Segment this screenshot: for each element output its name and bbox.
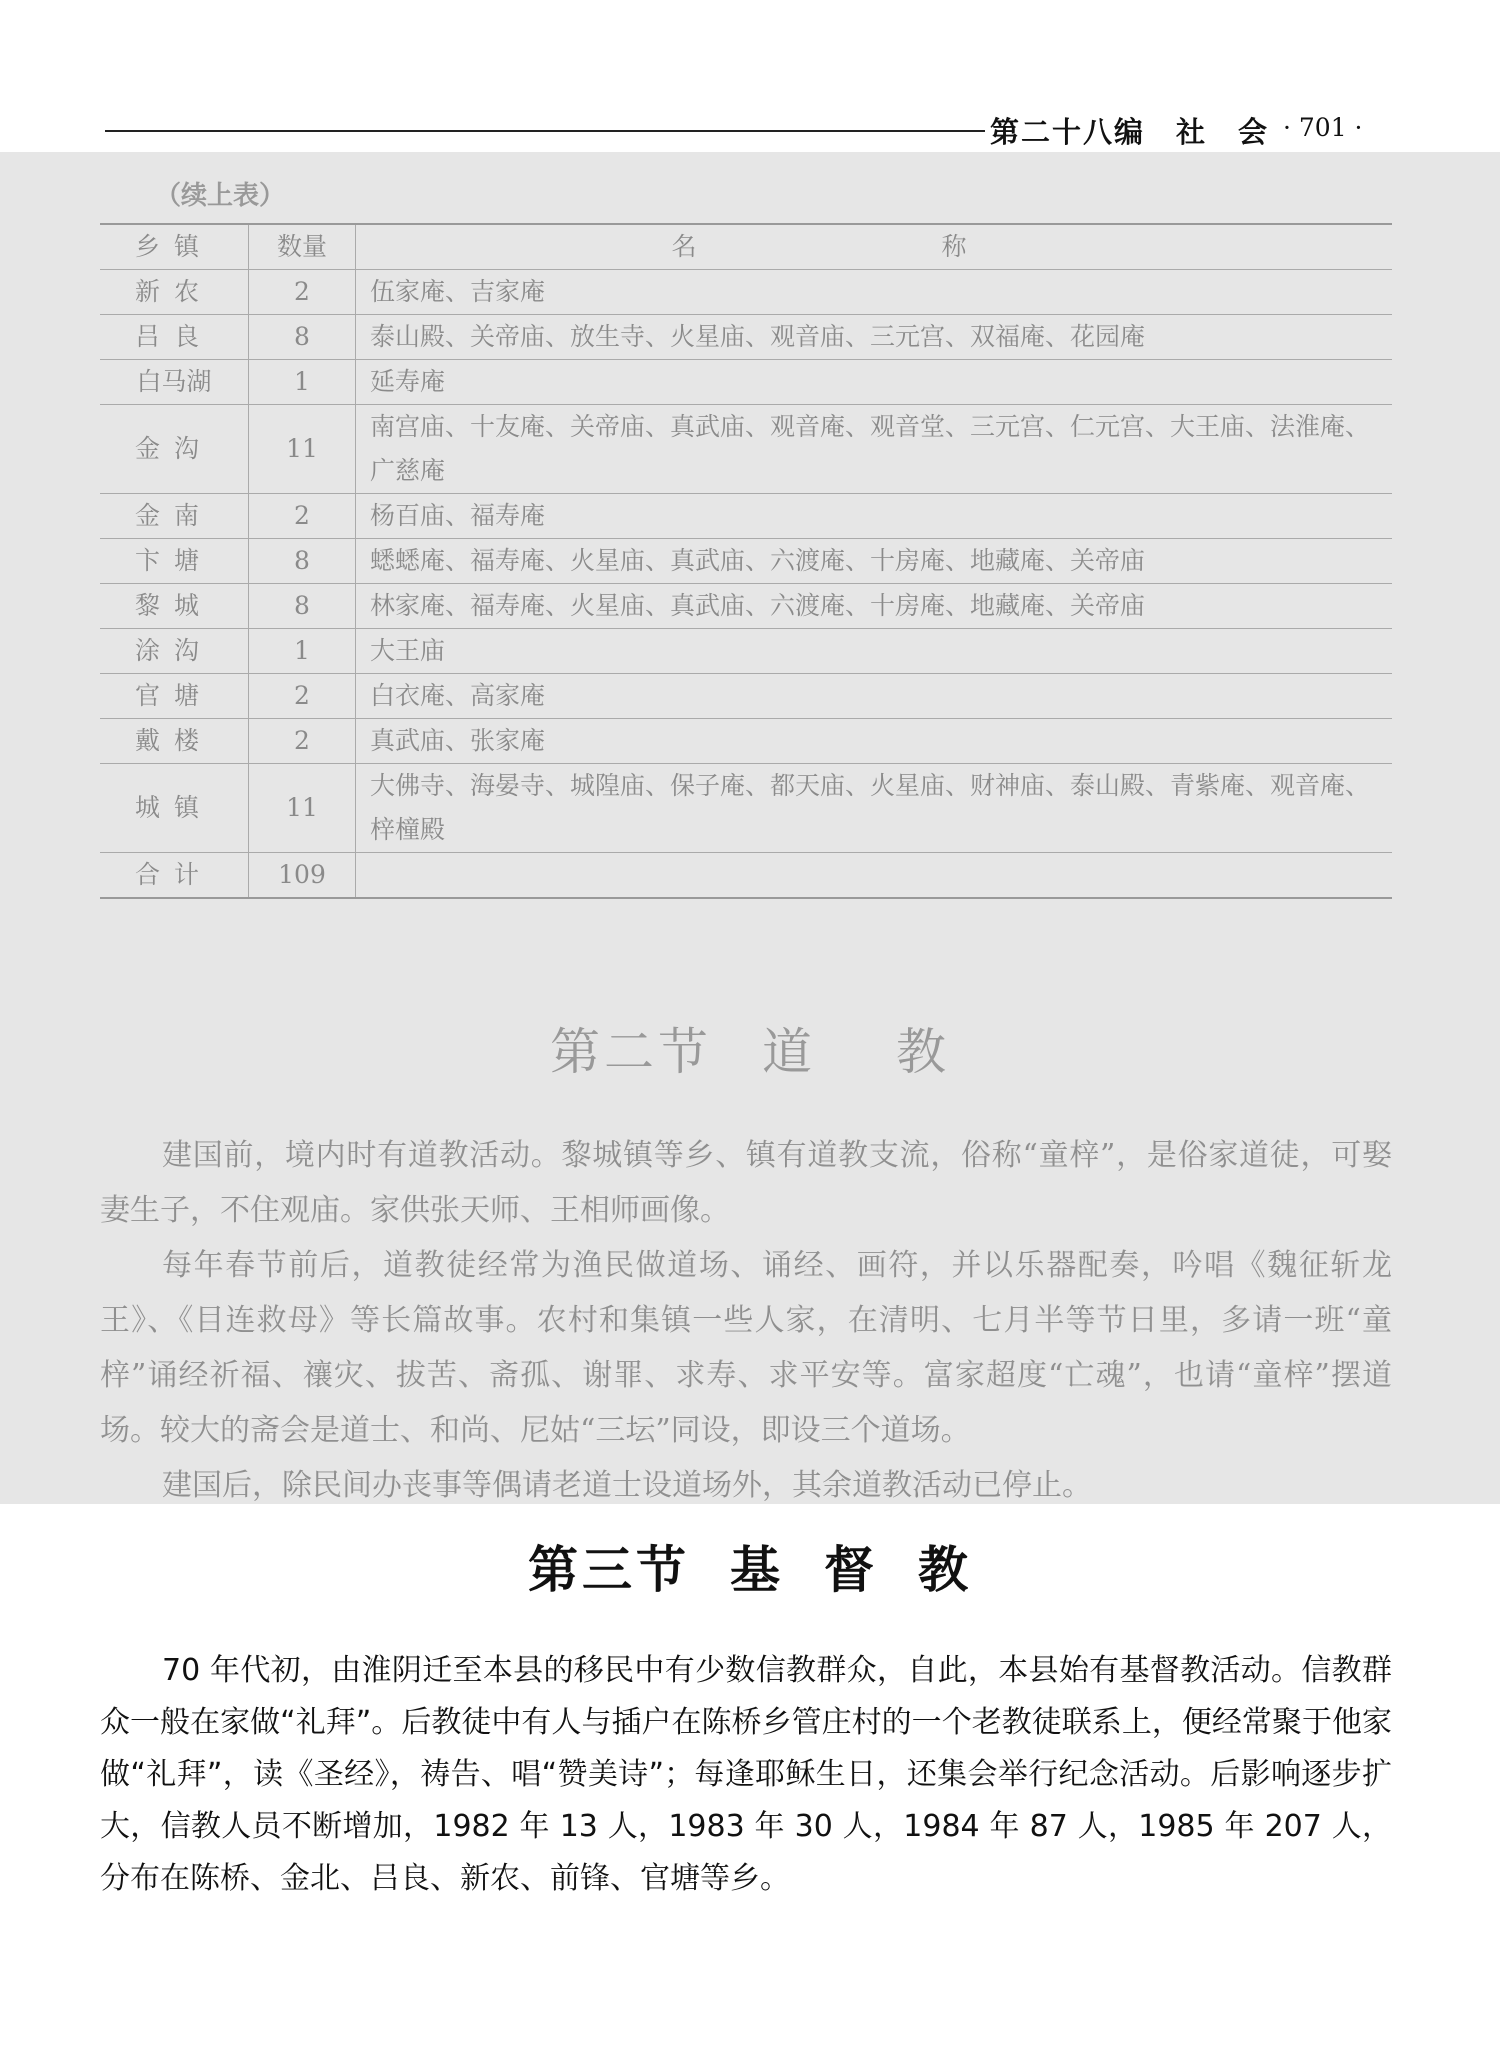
names-cell: 真武庙、张家庵 <box>356 719 1393 764</box>
names-cell: 林家庵、福寿庵、火星庙、真武庙、六渡庵、十房庵、地藏庵、关帝庙 <box>356 584 1393 629</box>
town-cell: 城镇 <box>100 764 249 853</box>
table-row <box>100 539 1392 584</box>
paragraph: 建国后，除民间办丧事等偶请老道士设道场外，其余道教活动已停止。 <box>162 1468 1092 1503</box>
header-rule <box>105 130 985 132</box>
names-cell: 南宫庙、十友庵、关帝庙、真武庙、观音庵、观音堂、三元宫、仁元宫、大王庙、法淮庵、广慈庵 <box>356 405 1393 494</box>
paragraph: 建国前，境内时有道教活动。黎城镇等乡、镇有道教支流，俗称“童梓”，是俗家道徒，可娶妻生子，不住观庙。家供张天师、王相师画像。 <box>100 1138 1392 1228</box>
section2-title-char1: 道 <box>762 1023 816 1081</box>
section3-title-char3: 教 <box>918 1540 972 1599</box>
section3-title-char1: 基 <box>730 1540 784 1599</box>
town-cell: 黎城 <box>100 584 249 629</box>
count-cell: 2 <box>249 494 356 539</box>
header-count: 数量 <box>249 224 356 270</box>
names-cell: 大王庙 <box>356 629 1393 674</box>
count-cell: 2 <box>249 270 356 315</box>
town-cell: 涂沟 <box>100 629 249 674</box>
section2-body <box>100 1128 1392 1513</box>
town-cell: 官塘 <box>100 674 249 719</box>
count-cell: 1 <box>249 629 356 674</box>
names-cell: 泰山殿、关帝庙、放生寺、火星庙、观音庙、三元宫、双福庵、花园庵 <box>356 315 1393 360</box>
section2-title-number: 第二节 <box>550 1023 712 1081</box>
header-town: 乡镇 <box>100 224 249 270</box>
table-row <box>100 719 1392 764</box>
temple-table <box>100 223 1392 899</box>
count-cell: 8 <box>249 584 356 629</box>
town-cell: 白马湖 <box>100 360 249 405</box>
page-number: · 701 · <box>1283 113 1363 142</box>
town-cell: 合计 <box>100 853 249 899</box>
names-cell: 大佛寺、海晏寺、城隍庙、保子庵、都天庙、火星庙、财神庙、泰山殿、青紫庵、观音庵、梓橦殿 <box>356 764 1393 853</box>
section2-title-char2: 教 <box>896 1023 950 1081</box>
table-row <box>100 629 1392 674</box>
town-cell: 金南 <box>100 494 249 539</box>
table-continuation-label: （续上表） <box>155 181 286 211</box>
header-names: 名 称 <box>356 224 1393 270</box>
count-cell: 8 <box>249 315 356 360</box>
table-row <box>100 270 1392 315</box>
section3-title <box>0 1530 1500 1602</box>
count-cell: 109 <box>249 853 356 899</box>
count-cell: 11 <box>249 764 356 853</box>
table-row <box>100 764 1392 853</box>
town-cell: 金沟 <box>100 405 249 494</box>
names-cell: 白衣庵、高家庵 <box>356 674 1393 719</box>
count-cell: 8 <box>249 539 356 584</box>
count-cell: 1 <box>249 360 356 405</box>
town-cell: 新农 <box>100 270 249 315</box>
count-cell: 2 <box>249 674 356 719</box>
section2-title <box>0 1012 1500 1084</box>
table-row <box>100 494 1392 539</box>
table-row <box>100 674 1392 719</box>
table-row <box>100 405 1392 494</box>
names-cell: 延寿庵 <box>356 360 1393 405</box>
town-cell: 戴楼 <box>100 719 249 764</box>
section3-title-number: 第三节 <box>528 1540 690 1599</box>
header-title: 第二十八编 社 会 <box>990 115 1270 149</box>
section3-title-char2: 督 <box>824 1540 878 1599</box>
table-row <box>100 584 1392 629</box>
section3-body <box>100 1645 1392 1905</box>
town-cell: 卞塘 <box>100 539 249 584</box>
paragraph: 每年春节前后，道教徒经常为渔民做道场、诵经、画符，并以乐器配奏，吟唱《魏征斩龙王》、《目连救母》等长篇故事。农村和集镇一些人家，在清明、七月半等节日里，多请一班“童梓”诵经祈福、禳灾、拔苦、斋孤、谢罪、求寿、求平安等。富家超度“亡魂”，也请“童梓”摆道场。较大的斋会是道士、和尚、尼姑“三坛”同设，即设三个道场。 <box>100 1248 1392 1448</box>
table-total-row <box>100 853 1392 899</box>
count-cell: 11 <box>249 405 356 494</box>
town-cell: 吕良 <box>100 315 249 360</box>
names-cell: 蟋蟋庵、福寿庵、火星庙、真武庙、六渡庵、十房庵、地藏庵、关帝庙 <box>356 539 1393 584</box>
table-header-row <box>100 224 1392 270</box>
names-cell <box>356 853 1393 899</box>
count-cell: 2 <box>249 719 356 764</box>
names-cell: 杨百庙、福寿庵 <box>356 494 1393 539</box>
table-row <box>100 360 1392 405</box>
table-row <box>100 315 1392 360</box>
paragraph: 70 年代初，由淮阴迁至本县的移民中有少数信教群众，自此，本县始有基督教活动。信教群众一般在家做“礼拜”。后教徒中有人与插户在陈桥乡管庄村的一个老教徒联系上，便经常聚于他家做“礼拜”，读《圣经》，祷告、唱“赞美诗”；每逢耶稣生日，还集会举行纪念活动。后影响逐步扩大，信教人员不断增加，1982 年 13 人，1983 年 30 人，1984 年 87 人，1985 年 207 人，分布在陈桥、金北、吕良、新农、前锋、官塘等乡。 <box>100 1653 1392 1896</box>
names-cell: 伍家庵、吉家庵 <box>356 270 1393 315</box>
